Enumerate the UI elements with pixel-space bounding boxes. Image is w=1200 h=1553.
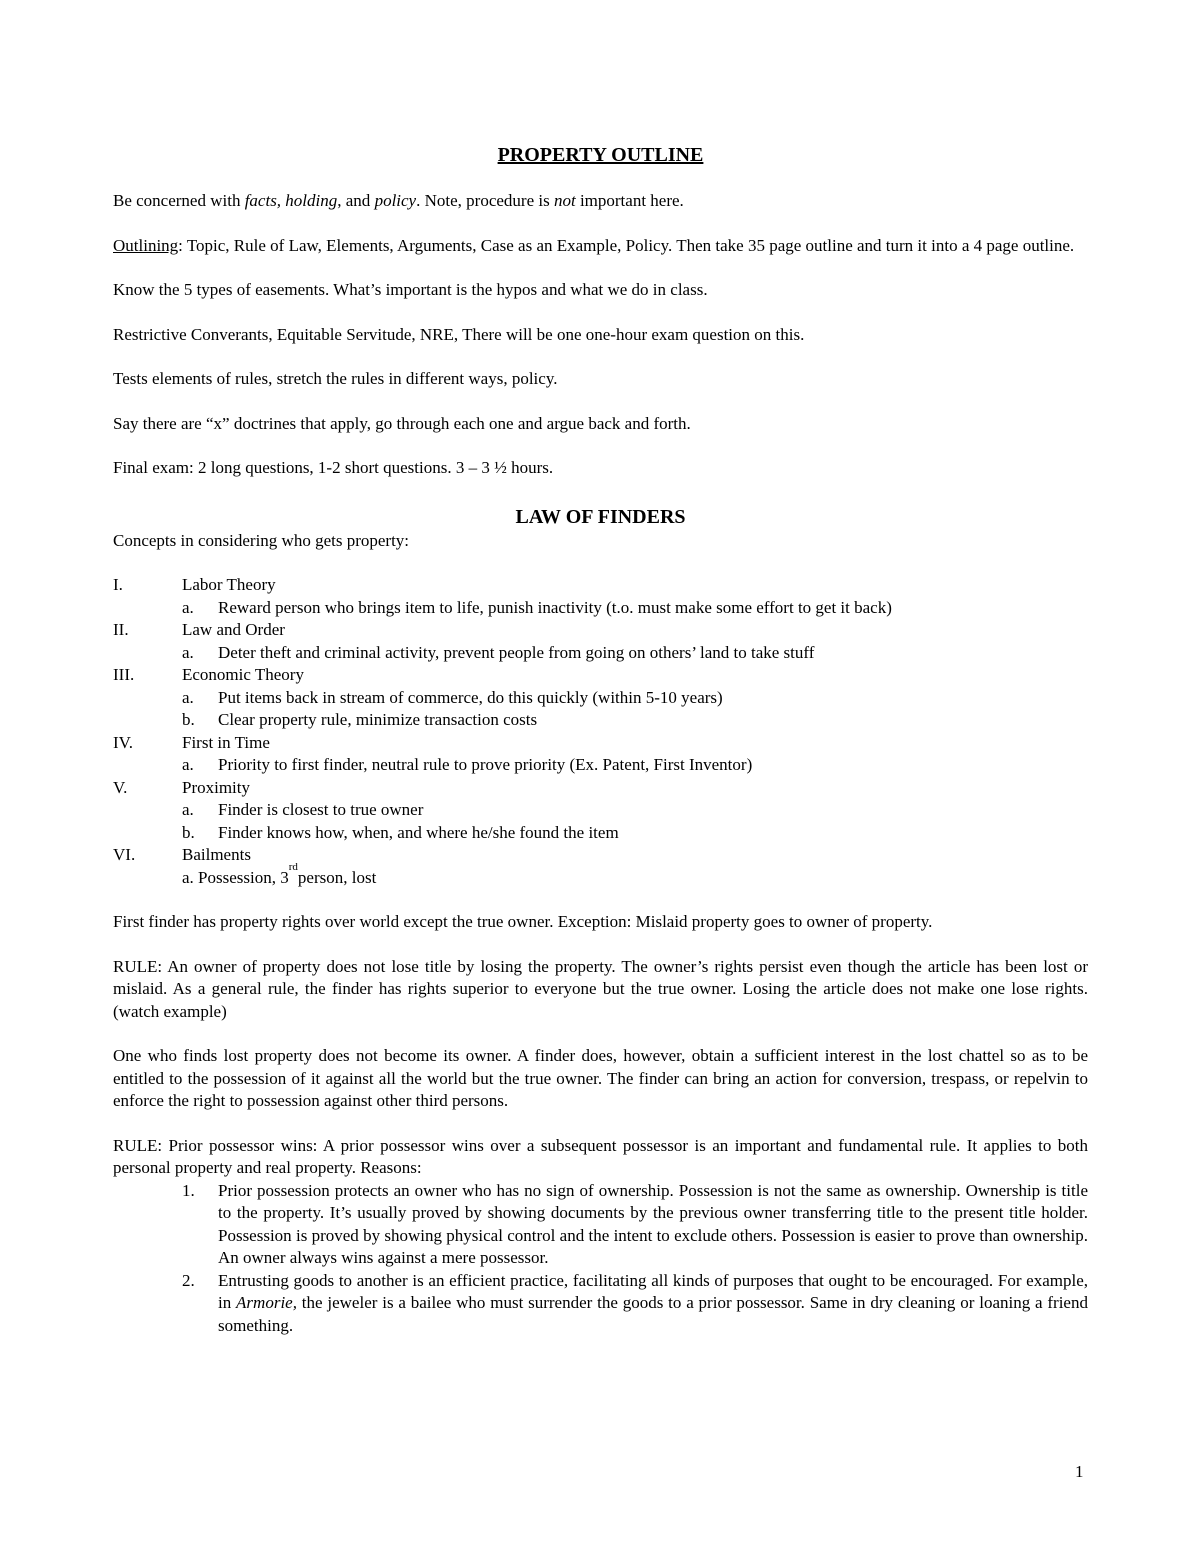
text-run: Be concerned with — [113, 191, 245, 210]
concept-item — [113, 619, 1088, 642]
document-page — [113, 142, 1088, 1337]
intro-paragraph-tests: Tests elements of rules, stretch the rules in different ways, policy. — [113, 369, 558, 388]
reason-number: 1. — [182, 1180, 195, 1200]
subitem-letter: a. — [182, 755, 194, 774]
concept-label: Economic Theory — [182, 665, 304, 684]
subitem-text: Finder is closest to true owner — [218, 800, 424, 819]
rule-prior-possessor-paragraph: RULE: Prior possessor wins: A prior possessor wins over a subsequent possessor is an important and fundamental rule. It applies to both personal property and real property. Reasons: — [113, 1135, 1088, 1177]
reason-item — [113, 1180, 1088, 1270]
page-number: 1 — [1075, 1462, 1084, 1481]
intro-paragraph-outlining — [113, 235, 1088, 258]
concept-subitem — [113, 754, 1088, 777]
reasons-list — [113, 1180, 1088, 1338]
text-run: Entrusting goods to another is an efficient practice, facilitating all kinds of purposes that ought to be encouraged. For example, in — [218, 1270, 1088, 1312]
intro-paragraph-doctrines: Say there are “x” doctrines that apply, go through each one and argue back and forth. — [113, 413, 691, 433]
text-run: . Note, procedure is — [416, 191, 554, 210]
concept-label: First in Time — [182, 732, 270, 752]
section-heading-law-of-finders: LAW OF FINDERS — [515, 505, 686, 528]
subitem-letter: b. — [182, 822, 195, 842]
concept-item — [113, 574, 1088, 597]
concept-number: I. — [113, 575, 123, 594]
concept-number: IV. — [113, 732, 133, 752]
subitem-text: Reward person who brings item to life, punish inactivity (t.o. must make some effort to get it back) — [218, 597, 892, 617]
concept-item — [113, 732, 1088, 755]
subitem-text: Clear property rule, minimize transaction costs — [218, 710, 538, 729]
concept-label: Proximity — [182, 777, 251, 797]
text-run: , and — [337, 191, 375, 210]
concept-subitem — [113, 642, 1088, 665]
concept-item — [113, 777, 1088, 800]
subitem-text: Priority to first finder, neutral rule to prove priority (Ex. Patent, First Inventor) — [218, 755, 753, 774]
finder-interest-paragraph: One who finds lost property does not become its owner. A finder does, however, obtain a sufficient interest in the lost chattel so as to be entitled to the possession of it against all the world but the true owner. The finder can bring an action for conversion, trespass, or repelvin to enforce the right to possession against other third persons. — [113, 1046, 1088, 1110]
concept-subitem — [113, 799, 1088, 822]
subitem-letter: b. — [182, 710, 195, 729]
concept-number: III. — [113, 665, 135, 684]
concept-label: Law and Order — [182, 620, 285, 639]
intro-paragraph-focus — [113, 190, 1088, 213]
reason-text — [218, 1270, 1088, 1338]
concept-item — [113, 664, 1088, 687]
concept-label: Labor Theory — [182, 575, 276, 594]
concept-subitem — [113, 709, 1088, 732]
subitem-text: a. Possession, 3 — [182, 867, 289, 887]
concept-subitem — [113, 860, 1088, 890]
concept-subitem — [113, 822, 1088, 845]
concept-number: II. — [113, 620, 129, 639]
concept-item — [113, 844, 1088, 867]
concept-number: VI. — [113, 845, 136, 864]
rule-owner-paragraph: RULE: An owner of property does not lose title by losing the property. The owner’s rights persist even though the article has been lost or mislaid. As a general rule, the finder has rights superior to everyone but the true owner. Losing the article does not make one lose rights. (watch example) — [113, 956, 1088, 1021]
text-run-italic: policy — [374, 191, 417, 210]
text-run: : Topic, Rule of Law, Elements, Arguments, Case as an Example, Policy. Then take 35 page outline and turn it into a 4 page outline. — [178, 235, 1075, 255]
reason-text: Prior possession protects an owner who has no sign of ownership. Possession is not the same as ownership. Ownership is title to the property. It’s usually proved by showing documents by the previous owner transferring title to the present title holder. Possession is proved by showing physical control and the intent to exclude others. Possession is easier to prove than ownership. An owner always wins against a mere possessor. — [218, 1180, 1088, 1267]
reason-item — [113, 1270, 1088, 1338]
intro-paragraph-final-exam: Final exam: 2 long questions, 1-2 short questions. 3 – 3 ½ hours. — [113, 458, 554, 477]
superscript: rd — [288, 860, 298, 873]
concepts-intro: Concepts in considering who gets property: — [113, 530, 410, 550]
subitem-letter: a. — [182, 597, 194, 617]
first-finder-paragraph: First finder has property rights over world except the true owner. Exception: Mislaid property goes to owner of property. — [113, 912, 933, 931]
concept-subitem — [113, 687, 1088, 710]
intro-paragraph-covenants: Restrictive Converants, Equitable Servitude, NRE, There will be one one-hour exam question on this. — [113, 324, 805, 344]
subitem-text: Put items back in stream of commerce, do this quickly (within 5-10 years) — [218, 687, 723, 707]
subitem-letter: a. — [182, 800, 194, 819]
reason-number: 2. — [182, 1270, 195, 1290]
concept-number: V. — [113, 777, 128, 797]
subitem-text: Finder knows how, when, and where he/she found the item — [218, 822, 619, 842]
text-run: important here. — [575, 191, 684, 210]
subitem-letter: a. — [182, 687, 194, 707]
concept-label: Bailments — [182, 845, 251, 864]
concepts-list — [113, 574, 1088, 889]
text-run-italic: facts, holding — [244, 191, 338, 210]
outlining-label: Outlining — [113, 235, 179, 255]
case-name-italic: Armorie, — [236, 1293, 297, 1312]
text-run-italic: not — [553, 191, 576, 210]
subitem-text: person, lost — [297, 867, 377, 887]
intro-paragraph-easements: Know the 5 types of easements. What’s important is the hypos and what we do in class. — [113, 280, 708, 299]
concept-subitem — [113, 597, 1088, 620]
text-run: the jeweler is a bailee who must surrender the goods to a prior possessor. Same in dry cleaning or loaning a friend something. — [218, 1293, 1088, 1335]
subitem-text: Deter theft and criminal activity, prevent people from going on others’ land to take stuff — [218, 642, 815, 662]
subitem-letter: a. — [182, 642, 194, 662]
page-title: PROPERTY OUTLINE — [497, 144, 704, 166]
